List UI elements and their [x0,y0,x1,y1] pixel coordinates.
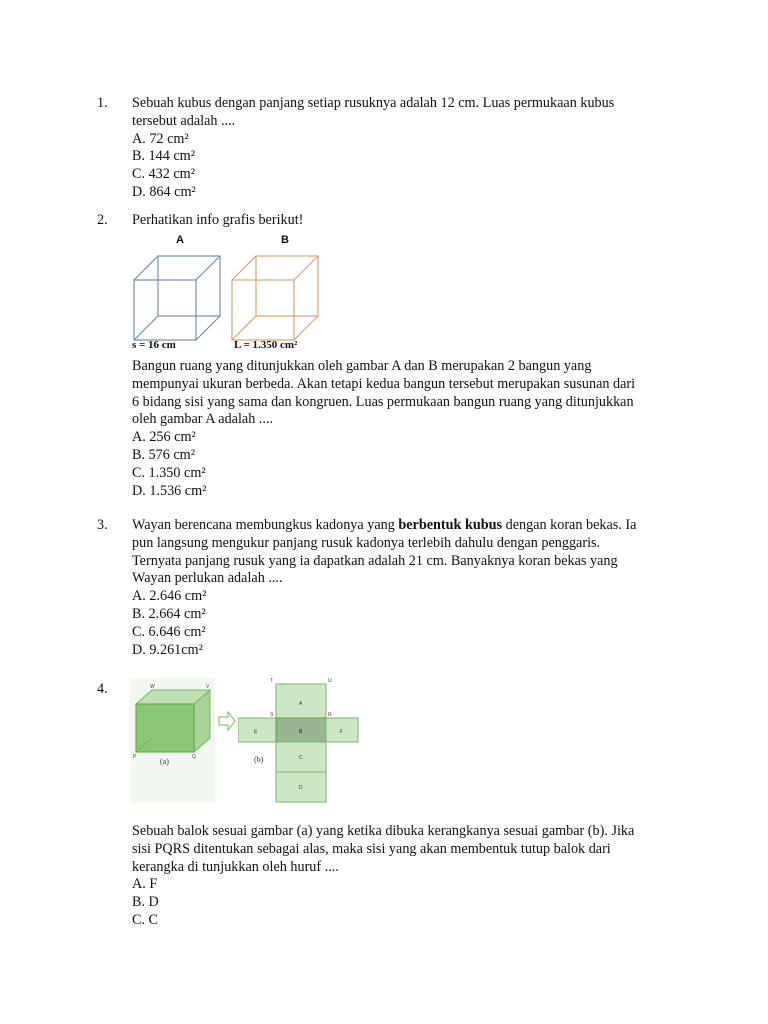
question-text: Wayan perlukan adalah .... [132,570,283,587]
option-d: D. 1.536 cm² [132,482,207,499]
question-text: oleh gambar A adalah .... [132,411,274,428]
vertex-label-w: W [150,684,155,690]
question-intro: Perhatikan info grafis berikut! [132,212,304,228]
question-text: 6 bidang sisi yang sama dan kongruen. Luas permukaan bangun ruang yang ditunjukkan [132,393,634,410]
cube-infographic [128,232,323,357]
question-number: 4. [97,681,108,697]
vertex-label-q: Q [192,754,196,760]
face-label-f: F [340,729,344,735]
label-a: A [176,234,184,246]
face-label-c: C [299,755,303,761]
question-text: sisi PQRS ditentukan sebagai alas, maka sisi yang akan membentuk tutup balok dari [132,840,611,857]
face-label-b: B [299,729,303,735]
cuboid-net-icon [238,678,363,806]
option-c: C. 6.646 cm² [132,623,206,640]
option-b: B. 576 cm² [132,446,195,463]
option-c: C. 432 cm² [132,166,195,183]
vertex-label-p: P [133,754,137,760]
option-b: B. 144 cm² [132,148,195,165]
question-body [132,358,677,500]
question-text: Sebuah balok sesuai gambar (a) yang ketika dibuka kerangkanya sesuai gambar (b). Jika [132,823,635,839]
question-body [132,823,677,930]
vertex-label-r: R [328,712,332,718]
cuboid-net-figure [130,678,362,806]
caption-b: L = 1.350 cm² [234,339,298,351]
option-a: A. 256 cm² [132,429,196,446]
question-text: pun langsung mengukur panjang rusuk kadonya terlebih dahulu dengan penggaris. [132,534,601,551]
question-text [132,517,677,535]
face-label-e: E [254,729,258,735]
caption-a: (a) [160,757,169,766]
cube-a-icon [132,254,227,344]
option-a: A. F [132,876,158,893]
option-d: D. 864 cm² [132,183,196,200]
vertex-label-v: V [206,684,210,690]
question-text: kerangka di tunjukkan oleh huruf .... [132,858,339,875]
question-text: mempunyai ukuran berbeda. Akan tetapi kedua bangun tersebut merupakan susunan dari [132,375,636,392]
question-number: 2. [97,212,108,228]
question-text: Ternyata panjang rusuk yang ia dapatkan adalah 21 cm. Banyaknya koran bekas yang [132,552,618,569]
question-number: 3. [97,517,108,533]
option-a: A. 2.646 cm² [132,588,207,605]
option-b: B. 2.664 cm² [132,605,206,622]
arrow-right-icon [218,711,236,731]
question-text: Sebuah kubus dengan panjang setiap rusuknya adalah 12 cm. Luas permukaan kubus [132,95,615,111]
question-body [132,517,677,659]
question-text-part: Wayan berencana membungkus kadonya yang [132,517,399,533]
option-c: C. 1.350 cm² [132,464,206,481]
vertex-label-u: U [328,678,332,684]
question-body [132,95,677,202]
cuboid-icon [130,678,215,803]
cube-b-icon [230,254,325,344]
question-body [132,212,677,230]
option-a: A. 72 cm² [132,130,189,147]
question-text: tersebut adalah .... [132,112,236,129]
face-label-a: A [299,701,303,707]
face-label-d: D [299,785,303,791]
question-text: Bangun ruang yang ditunjukkan oleh gambar A dan B merupakan 2 bangun yang [132,358,592,374]
option-d: D. 9.261cm² [132,641,203,658]
caption-a: s = 16 cm [132,339,176,351]
question-text-part: dengan koran bekas. Ia [502,517,637,533]
caption-b: (b) [254,755,264,764]
question-number: 1. [97,95,108,111]
label-b: B [281,234,289,246]
vertex-label-s: S [270,712,274,718]
option-c: C. C [132,911,159,928]
option-b: B. D [132,894,159,911]
vertex-label-t: T [270,678,274,684]
question-text-bold: berbentuk kubus [398,517,503,533]
